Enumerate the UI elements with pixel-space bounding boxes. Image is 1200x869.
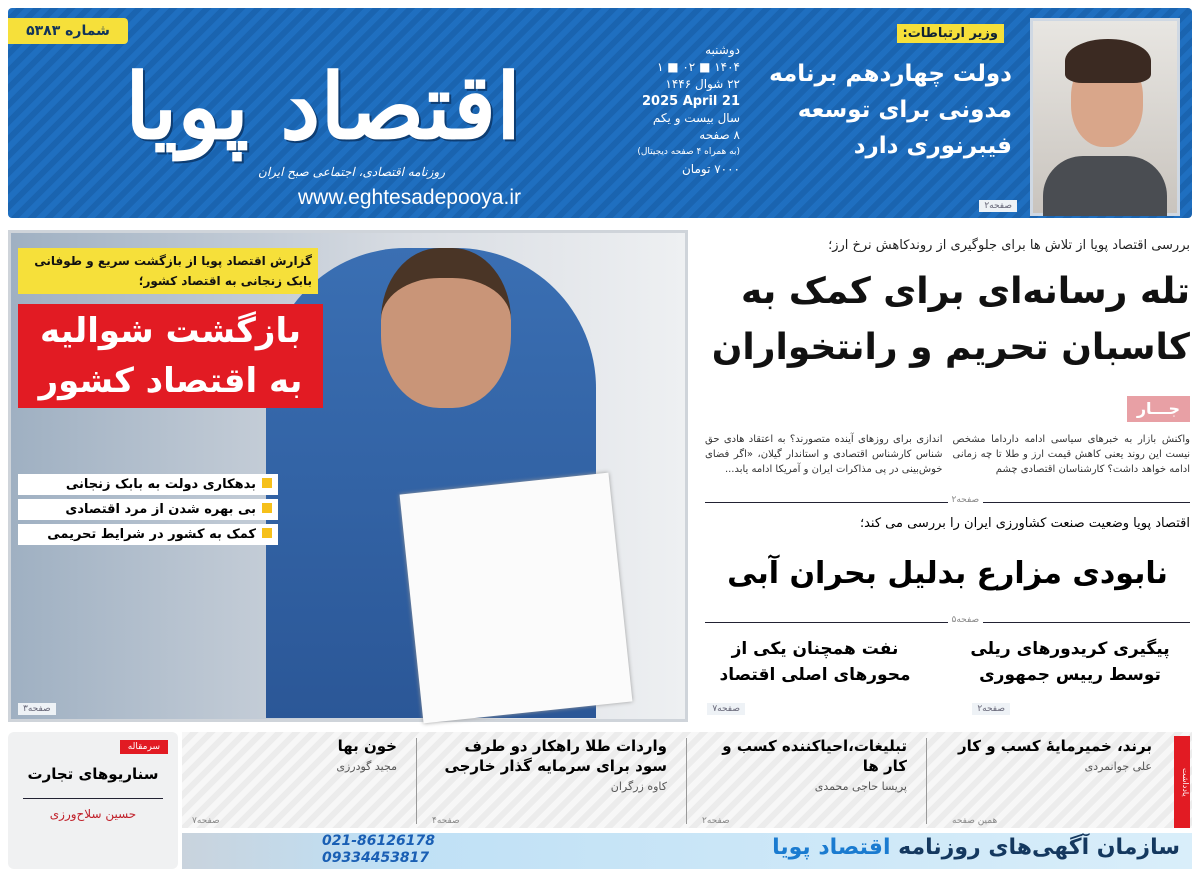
page-ref: صفحه۷ — [707, 703, 745, 715]
note-author: علی جوانمردی — [1084, 760, 1152, 773]
page-ref: صفحه۲ — [972, 703, 1010, 715]
bullet-icon — [262, 528, 272, 538]
date-block — [620, 42, 740, 178]
bullet-icon — [262, 503, 272, 513]
divider — [23, 798, 163, 799]
page-ref: صفحه۷ — [192, 816, 220, 826]
editorial-author: حسین سلاح‌ورزی — [49, 807, 137, 821]
divider — [926, 738, 927, 824]
editorial-tag: سرمقاله — [120, 740, 168, 754]
note-author: کاوه زرگران — [610, 780, 667, 793]
page-count: ۸ صفحه — [699, 128, 740, 142]
minister-kicker: وزیر ارتباطات: — [897, 24, 1004, 43]
main-headline[interactable]: تله رسانه‌ای برای کمک به کاسبان تحریم و رانتخواران — [711, 271, 1190, 368]
ad-phones: 021-86126178 09334453817 — [322, 833, 435, 866]
hijri-date: ۲۲ شوال ۱۴۴۶ — [665, 77, 740, 91]
minister-photo — [1030, 18, 1180, 216]
page-ref: صفحه۲ — [979, 200, 1017, 212]
website-url[interactable]: www.eghtesadepooya.ir — [298, 186, 521, 209]
notes-label: یادداشت — [1174, 736, 1190, 828]
note-headline: تبلیغات،احیاکننده کسب و کار ها — [722, 737, 907, 775]
tagline: روزنامه اقتصادی، اجتماعی صبح ایران — [258, 165, 445, 179]
bullet-item: کمک به کشور در شرایط تحریمی — [18, 524, 278, 545]
page-ref: صفحه۴ — [432, 816, 460, 826]
bullet-icon — [262, 478, 272, 488]
jar-badge: جـــار — [1127, 396, 1190, 422]
divider: صفحه۵ — [705, 622, 1190, 623]
agri-headline[interactable]: نابودی مزارع بدلیل بحران آبی — [727, 556, 1168, 591]
bullet-item: بی بهره شدن از مرد اقتصادی — [18, 499, 278, 520]
note-item[interactable] — [422, 732, 677, 828]
divider — [686, 738, 687, 824]
weekday: دوشنبه — [705, 43, 740, 57]
newspaper-logo: اقتصاد پویا — [124, 54, 522, 160]
note-author: پریسا حاجی محمدی — [814, 780, 907, 793]
page-ref: صفحه۳ — [18, 703, 56, 715]
note-item[interactable] — [182, 732, 407, 828]
main-kicker: بررسی اقتصاد پویا از تلاش ها برای جلوگیری از روندکاهش نرخ ارز؛ — [828, 238, 1190, 253]
divider: صفحه۲ — [705, 502, 1190, 503]
editorial-box[interactable] — [8, 732, 178, 869]
note-headline: خون بها — [337, 737, 397, 755]
small-headline-oil[interactable]: نفت همچنان یکی از محورهای اصلی اقتصاد — [719, 639, 911, 685]
agri-kicker: اقتصاد پویا وضعیت صنعت کشاورزی ایران را بررسی می کند؛ — [859, 516, 1190, 531]
page-ref: صفحه۲ — [702, 816, 730, 826]
ad-title: سازمان آگهی‌های روزنامه اقتصاد پویا — [772, 835, 1180, 860]
note-item[interactable] — [942, 732, 1162, 828]
price: ۷۰۰۰ تومان — [681, 162, 740, 176]
feature-bullets — [18, 474, 278, 549]
ad-banner[interactable] — [182, 833, 1192, 869]
note-author: مجید گودرزی — [336, 760, 397, 773]
note-item[interactable] — [692, 732, 917, 828]
gregorian-date: 2025 April 21 — [641, 94, 740, 109]
feature-headline[interactable]: بازگشت شوالیه به اقتصاد کشور — [18, 304, 323, 408]
issue-number: شماره ۵۳۸۳ — [8, 18, 128, 44]
divider — [416, 738, 417, 824]
masthead — [8, 8, 1192, 218]
small-headline-rail[interactable]: پیگیری کریدورهای ریلی توسط رییس جمهوری — [970, 639, 1170, 685]
editorial-headline: سناریوهای تجارت — [27, 765, 159, 783]
year: سال بیست و یکم — [652, 111, 740, 125]
bullet-item: بدهکاری دولت به بابک زنجانی — [18, 474, 278, 495]
digital-pages: (به همراه ۴ صفحه دیجیتال) — [637, 147, 740, 157]
note-headline: واردات طلا راهکار دو طرف سود برای سرمایه گذار خارجی — [444, 737, 667, 775]
page-ref: همین صفحه — [952, 816, 998, 826]
jalali-date: ۱۴۰۴ ■ ۰۲ ■ ۱ — [656, 60, 740, 74]
feature-kicker: گزارش اقتصاد پویا از بازگشت سریع و طوفانی بابک زنجانی به اقتصاد کشور؛ — [18, 248, 318, 294]
minister-headline[interactable]: دولت چهاردهم برنامه مدونی برای توسعه فیبرنوری دارد — [769, 61, 1012, 159]
notes-strip — [182, 732, 1192, 828]
main-body: واکنش بازار به خبرهای سیاسی ادامه دارداما مشخص نیست این روند یعنی کاهش قیمت ارز و طلا تا چه زمانی ادامه خواهد داشت؟ کارشناسان اقتصادی چشم اندازی برای روزهای آینده متصورند؟ به اعتقاد هادی حق شناس کارشناس اقتصادی و استاندار گیلان، «اگر فضای خوش‌بینی در پی مذاکرات ایران و آمریکا ادامه یابد... — [705, 434, 1190, 475]
note-headline: برند، خمیرمایهٔ کسب و کار — [958, 737, 1152, 755]
